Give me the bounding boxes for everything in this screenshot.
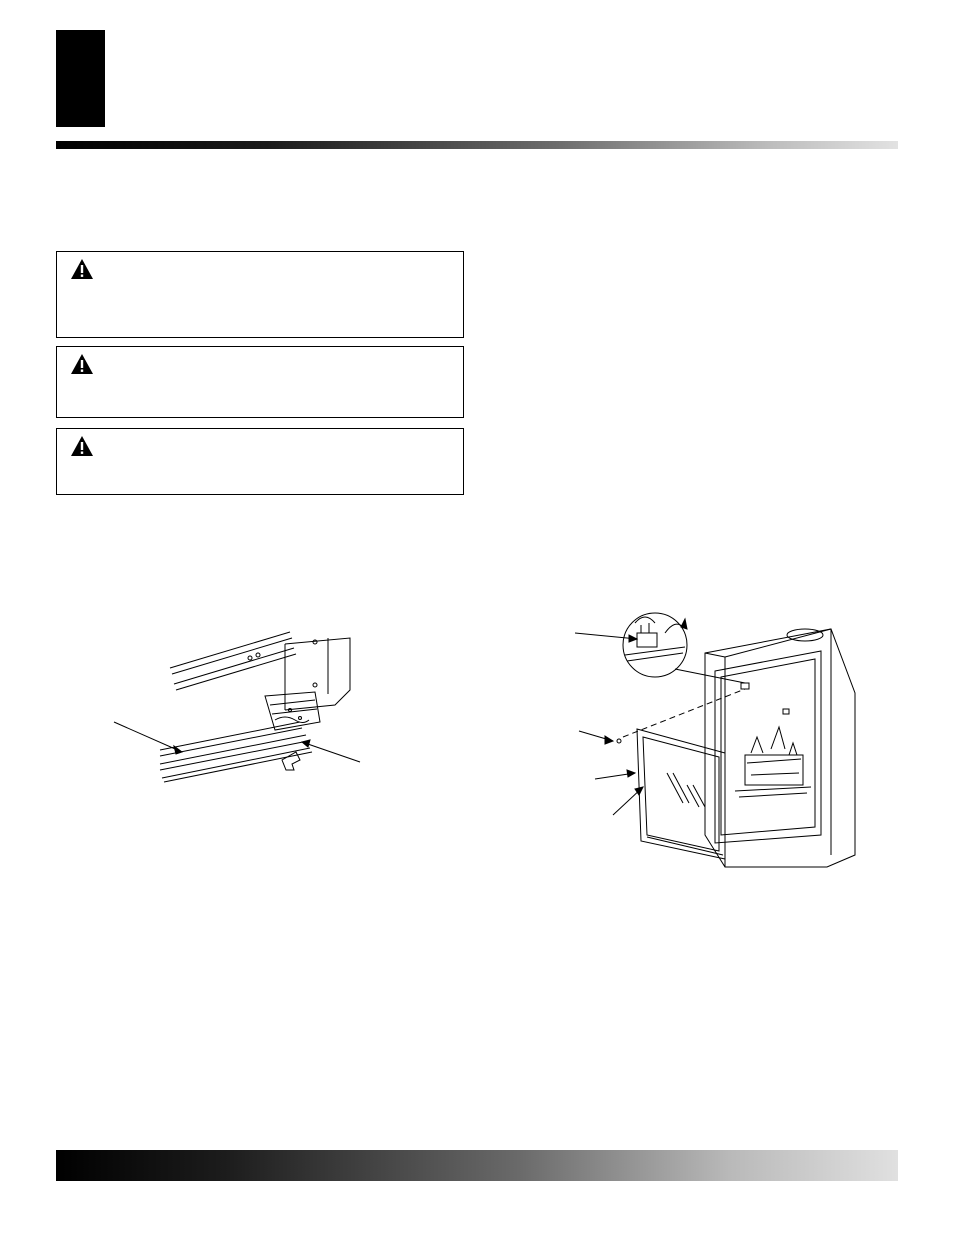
warning-triangle-icon: [70, 353, 94, 375]
glass-door-assembly-figure: [575, 605, 865, 875]
footer-bar: [56, 1150, 898, 1181]
warning-triangle-icon: [70, 435, 94, 457]
burner-rail-detail-figure: [110, 630, 370, 790]
header-rule: [56, 141, 898, 149]
warning-box-1: [56, 251, 464, 338]
warning-box-2: [56, 346, 464, 418]
warning-box-3: [56, 428, 464, 495]
warning-triangle-icon: [70, 258, 94, 280]
section-tab: [56, 30, 105, 127]
